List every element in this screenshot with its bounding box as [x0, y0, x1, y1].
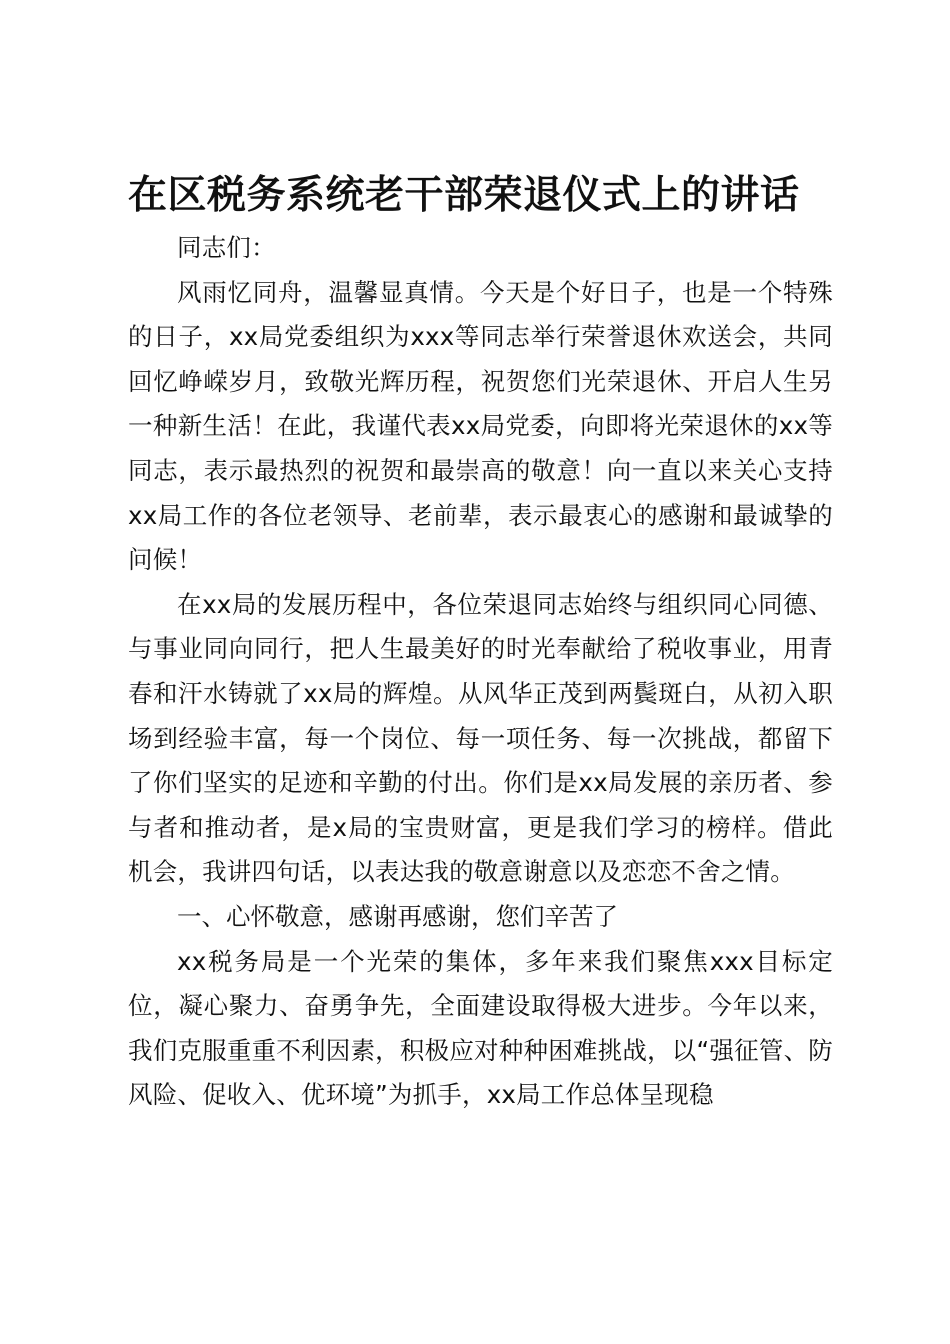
salutation: 同志们： [177, 233, 276, 262]
section-heading-1: 一、心怀敬意，感谢再感谢，您们辛苦了 [177, 901, 618, 931]
section-paragraph-1: xx税务局是一个光荣的集体，多年来我们聚焦xxx目标定位，凝心聚力、奋勇争先，全面建设取得极大进步。今年以来，我们克服重重不利因素，积极应对种种困难挑战，以“强征管、防风险、促收入、优环境”为抓手，xx局工作总体呈现稳 [128, 946, 833, 1110]
paragraph-1: 风雨忆同舟，温馨显真情。今天是个好日子，也是一个特殊的日子，xx局党委组织为xxx等同志举行荣誉退休欢送会，共同回忆峥嵘岁月，致敬光辉历程，祝贺您们光荣退休、开启人生另一种新生活！在此，我谨代表xx局党委，向即将光荣退休的xx等同志，表示最热烈的祝贺和最崇高的敬意！向一直以来关心支持xx局工作的各位老领导、老前辈，表示最衷心的感谢和最诚挚的问候！ [128, 277, 833, 575]
document-page [128, 168, 833, 1118]
document-title: 在区税务系统老干部荣退仪式上的讲话 [128, 172, 800, 218]
paragraph-2: 在xx局的发展历程中，各位荣退同志始终与组织同心同德、与事业同向同行，把人生最美好的时光奉献给了税收事业，用青春和汗水铸就了xx局的辉煌。从风华正茂到两鬓斑白，从初入职场到经验丰富，每一个岗位、每一项任务、每一次挑战，都留下了你们坚实的足迹和辛勤的付出。你们是xx局发展的亲历者、参与者和推动者，是x局的宝贵财富，更是我们学习的榜样。借此机会，我讲四句话，以表达我的敬意谢意以及恋恋不舍之情。 [128, 589, 833, 887]
